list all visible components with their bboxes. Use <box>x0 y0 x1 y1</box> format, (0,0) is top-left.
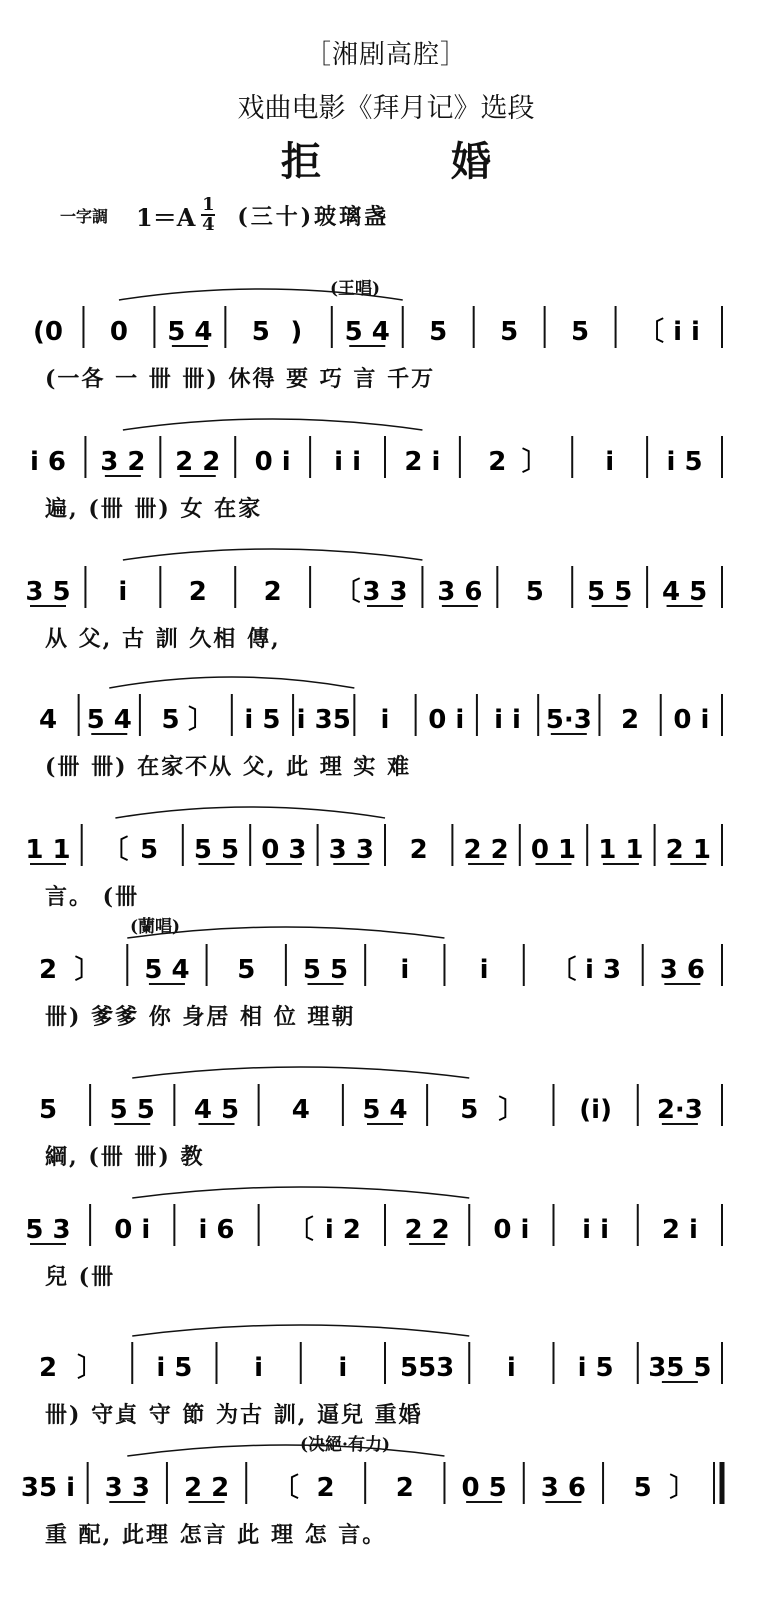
note-token: 4 5 <box>193 1095 240 1125</box>
note-token: 〔 <box>287 1215 314 1245</box>
lyrics-row: 兒 (卌 <box>45 1264 116 1290</box>
note-token: 2 2 <box>175 447 221 477</box>
note-token: 〕 <box>77 1353 104 1383</box>
note-token: i 5 <box>666 447 703 477</box>
slur-arc <box>132 1067 469 1078</box>
note-token: 5 4 <box>362 1095 408 1125</box>
note-token: 3 3 <box>328 835 374 865</box>
note-token: 〕 <box>669 1473 696 1503</box>
note-token: 5·3 <box>545 705 592 735</box>
note-token: i 6 <box>29 447 67 477</box>
note-token: 2 <box>621 705 640 735</box>
score-line <box>0 262 772 412</box>
note-token: 2 i <box>661 1215 698 1245</box>
note-token: 〔 <box>638 317 665 347</box>
note-token: 0 i <box>493 1215 530 1245</box>
note-token: i 5 <box>156 1353 193 1383</box>
note-token: 35 5 <box>648 1353 712 1383</box>
tempo-label: 一字調 <box>60 206 109 226</box>
slur-arc <box>109 677 354 688</box>
note-token: 2 <box>488 447 507 477</box>
singer-annotation: (蘭唱) <box>130 917 181 937</box>
singer-annotation: (决絕·有力) <box>300 1435 391 1455</box>
note-token: 2 <box>38 955 58 985</box>
lyrics-row: 遍, (卌 卌) 女 在家 <box>45 496 263 522</box>
note-token: 〔 <box>334 577 361 607</box>
score-line <box>0 1160 772 1310</box>
note-token: 0 <box>109 317 128 347</box>
note-token: 5 5 <box>587 577 633 607</box>
lyrics-row: (一各 一 卌 卌) 休得 要 巧 言 千万 <box>45 366 436 392</box>
note-token: 5 <box>460 1095 479 1125</box>
note-token: i i <box>494 705 521 735</box>
note-token: i 6 <box>198 1215 235 1245</box>
note-token: 0 i <box>428 705 465 735</box>
note-token: 5 4 <box>144 955 190 985</box>
note-token: i i <box>673 317 700 347</box>
genre-label: ［湘剧高腔］ <box>304 40 467 70</box>
note-token: i i <box>582 1215 610 1245</box>
note-token: 3 6 <box>659 955 705 985</box>
note-token: 3 6 <box>437 577 483 607</box>
slur-arc <box>119 289 403 300</box>
slur-arc <box>132 1325 469 1336</box>
note-token: i <box>380 705 390 735</box>
note-token: 4 5 <box>661 577 708 607</box>
note-token: 2 <box>409 835 428 865</box>
slur-arc <box>115 807 385 818</box>
lyrics-row: 綱, (卌 卌) 教 <box>45 1144 205 1170</box>
note-token: 5 <box>38 1095 58 1125</box>
note-token: 2 <box>263 577 282 607</box>
note-token: 0 i <box>254 447 291 477</box>
note-token: 5 4 <box>86 705 132 735</box>
slur-arc <box>123 549 423 560</box>
note-token: 1 1 <box>598 835 644 865</box>
note-token: i 5 <box>577 1353 614 1383</box>
note-token: 2 <box>188 577 207 607</box>
subtitle: 戏曲电影《拜月记》选段 <box>237 93 535 124</box>
time-numerator: 1 <box>202 194 215 215</box>
note-token: 5 4 <box>167 317 213 347</box>
note-token: 4 <box>291 1095 310 1125</box>
note-token: 5 <box>633 1473 652 1503</box>
singer-annotation: (王唱) <box>330 279 381 299</box>
note-token: 3 2 <box>100 447 146 477</box>
note-token: 3 3 <box>362 577 408 607</box>
note-token: 2 2 <box>463 835 509 865</box>
note-token: 〕 <box>74 955 101 985</box>
note-token: i i <box>334 447 362 477</box>
note-token: i <box>506 1353 516 1383</box>
note-token: 5 <box>500 317 519 347</box>
note-token: 〕 <box>521 447 548 477</box>
note-token: i 2 <box>324 1215 361 1245</box>
lyrics-row: 卌) 爹爹 你 身居 相 位 理朝 <box>45 1004 356 1030</box>
note-token: 35 i <box>20 1473 76 1503</box>
note-token: (0 <box>33 317 63 347</box>
note-token: 5 <box>140 835 159 865</box>
lyrics-row: 从 父, 古 訓 久相 傳, <box>45 626 281 652</box>
note-token: 2 <box>38 1353 58 1383</box>
note-token: 〕 <box>498 1095 525 1125</box>
page-title <box>0 130 772 187</box>
tonality-line <box>60 196 389 234</box>
note-token: 2 <box>395 1473 414 1503</box>
note-token: i <box>338 1353 348 1383</box>
note-token: 2 1 <box>665 835 711 865</box>
note-token: 〔 <box>272 1473 299 1503</box>
time-signature <box>201 196 215 234</box>
note-token: 5 5 <box>302 955 349 985</box>
note-token: 0 1 <box>530 835 577 865</box>
lyrics-row: 卌) 守貞 守 節 为古 訓, 逼兒 重婚 <box>45 1402 423 1428</box>
note-token: i <box>118 577 128 607</box>
note-token: i 5 <box>244 705 281 735</box>
note-token: i <box>605 447 615 477</box>
note-token: 3 5 <box>25 577 71 607</box>
note-token: 5 <box>237 955 256 985</box>
note-token: 0 i <box>114 1215 151 1245</box>
note-token: 0 5 <box>461 1473 507 1503</box>
note-token: 0 i <box>673 705 710 735</box>
note-token: 4 <box>38 705 58 735</box>
note-token: i <box>479 955 489 985</box>
note-token: 〕 <box>188 705 215 735</box>
score-line <box>0 650 772 800</box>
note-token: i 3 <box>585 955 622 985</box>
note-token: 3 3 <box>104 1473 150 1503</box>
note-token: 5 <box>161 705 180 735</box>
key-signature: 1＝A <box>136 202 196 232</box>
tune-name: (三十)玻璃盏 <box>237 203 390 230</box>
note-token: 5 4 <box>344 317 390 347</box>
lyrics-row: 重 配, 此理 怎言 此 理 怎 言。 <box>45 1522 387 1548</box>
note-token: (i) <box>579 1095 612 1125</box>
note-token: 5 <box>251 317 270 347</box>
score-line <box>0 392 772 542</box>
note-token: 5 5 <box>193 835 240 865</box>
note-token: ) <box>290 317 303 347</box>
lyrics-row: (卌 卌) 在家不从 父, 此 理 实 难 <box>45 754 412 780</box>
note-token: 2·3 <box>656 1095 703 1125</box>
note-token: 5 <box>429 317 448 347</box>
note-token: i <box>400 955 410 985</box>
note-token: 2 2 <box>404 1215 450 1245</box>
title-char-2: 婚 <box>451 138 491 185</box>
slur-arc <box>127 927 444 938</box>
time-denominator: 4 <box>202 214 215 235</box>
note-token: 〔 <box>102 835 129 865</box>
note-token: 〔 <box>550 955 577 985</box>
note-token: 2 <box>316 1473 335 1503</box>
lyrics-row: 言。 (卌 <box>45 884 140 910</box>
note-token: 553 <box>399 1353 455 1383</box>
note-token: 2 2 <box>183 1473 230 1503</box>
note-token: 1 1 <box>25 835 71 865</box>
note-token: 5 <box>571 317 590 347</box>
note-token: 5 5 <box>109 1095 155 1125</box>
slur-arc <box>127 1445 444 1456</box>
note-token: 5 <box>525 577 544 607</box>
note-token: 2 i <box>404 447 441 477</box>
note-token: 0 3 <box>261 835 307 865</box>
slur-arc <box>123 419 423 430</box>
note-token: 3 6 <box>540 1473 587 1503</box>
note-token: i 35 <box>296 705 351 735</box>
note-token: 5 3 <box>25 1215 71 1245</box>
slur-arc <box>132 1187 469 1198</box>
score-line <box>0 1418 772 1568</box>
note-token: i <box>254 1353 264 1383</box>
score-line <box>0 900 772 1050</box>
title-char-1: 拒 <box>281 138 321 185</box>
